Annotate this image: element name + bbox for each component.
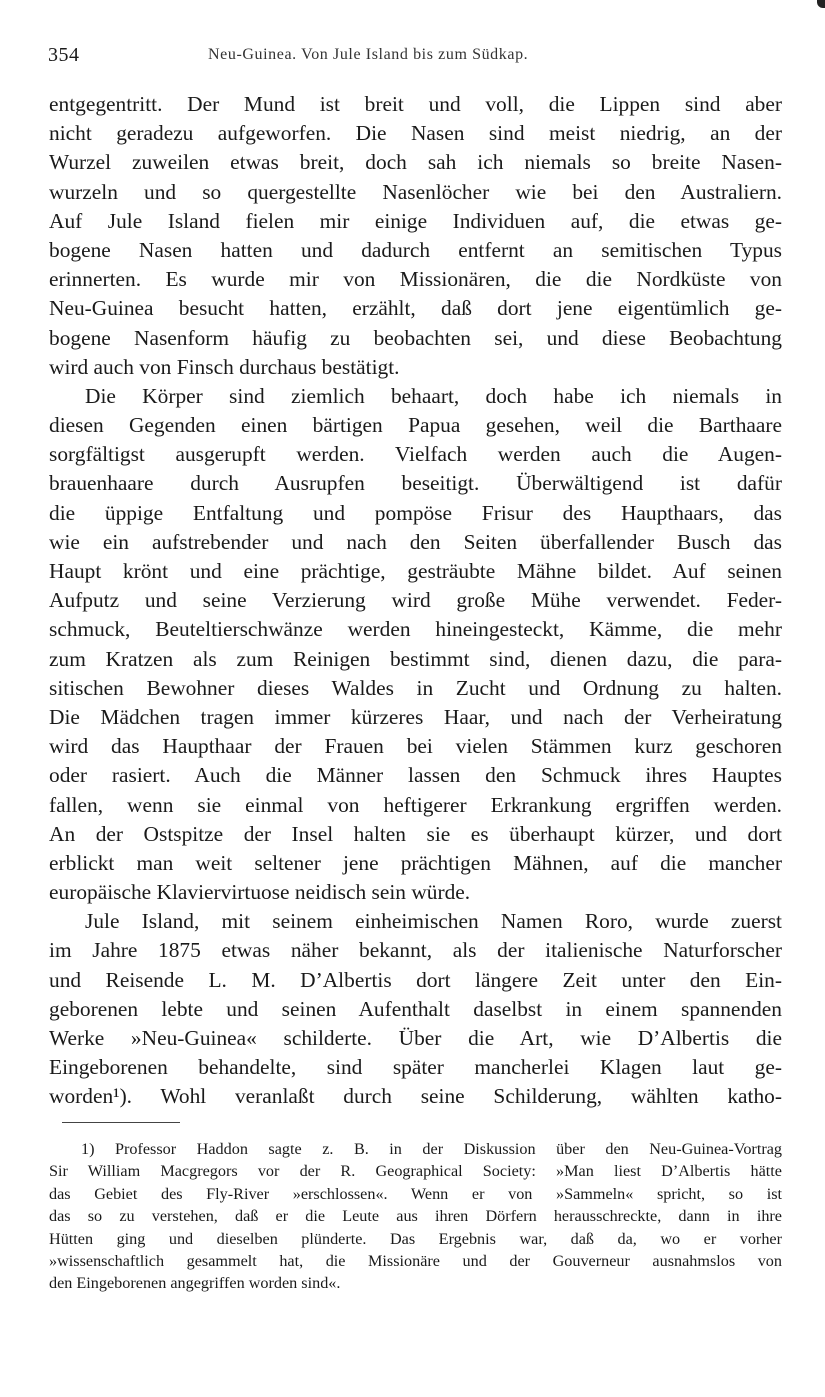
footnote-line: das Gebiet des Fly-River »erschlossen«. Wenn er von »Sammeln« spricht, so ist <box>49 1184 782 1203</box>
body-line: und Reisende L. M. D’Albertis dort längere Zeit unter den Ein- <box>49 967 782 992</box>
footnote-line: Hütten ging und dieselben plünderte. Das Ergebnis war, daß da, wo er vorher <box>49 1229 782 1248</box>
body-line: fallen, wenn sie einmal von heftigerer Erkrankung ergriffen werden. <box>49 792 782 817</box>
body-line: Die Körper sind ziemlich behaart, doch habe ich niemals in <box>85 383 782 408</box>
body-line: Wurzel zuweilen etwas breit, doch sah ich niemals so breite Nasen- <box>49 150 782 175</box>
body-line: diesen Gegenden einen bärtigen Papua gesehen, weil die Barthaare <box>49 413 782 438</box>
footnote-line: das so zu verstehen, daß er die Leute aus ihren Dörfern herausschreckte, dann in ihre <box>49 1207 782 1226</box>
body-line: erblickt man weit seltener jene prächtigen Mähnen, auf die mancher <box>49 850 782 875</box>
running-title: Neu-Guinea. Von Jule Island bis zum Südkap. <box>208 46 529 63</box>
body-line: im Jahre 1875 etwas näher bekannt, als der italienische Naturforscher <box>49 938 782 963</box>
page-number: 354 <box>48 44 80 66</box>
body-line: Die Mädchen tragen immer kürzeres Haar, und nach der Verheiratung <box>49 704 782 729</box>
body-line: Werke »Neu-Guinea« schilderte. Über die Art, wie D’Albertis die <box>49 1026 782 1050</box>
body-line: entgegentritt. Der Mund ist breit und voll, die Lippen sind aber <box>49 92 782 116</box>
footnotes <box>49 1138 782 1295</box>
body-line: worden¹). Wohl veranlaßt durch seine Schilderung, wählten katho- <box>49 1084 782 1109</box>
running-head <box>48 44 788 72</box>
body-line: wird auch von Finsch durchaus bestätigt. <box>49 354 400 379</box>
body-line: brauenhaare durch Ausrupfen beseitigt. Überwältigend ist dafür <box>49 471 782 496</box>
body-line: sorgfältigst ausgerupft werden. Vielfach werden auch die Augen- <box>49 442 782 467</box>
body-line: Auf Jule Island fielen mir einige Individuen auf, die etwas ge- <box>49 208 782 233</box>
body-line: Jule Island, mit seinem einheimischen Namen Roro, wurde zuerst <box>85 909 782 934</box>
body-line: sitischen Bewohner dieses Waldes in Zucht und Ordnung zu halten. <box>49 675 782 700</box>
body-line: die üppige Entfaltung und pompöse Frisur des Haupthaars, das <box>49 500 782 525</box>
body-line: Aufputz und seine Verzierung wird große Mühe verwendet. Feder- <box>49 588 782 613</box>
footnote-line: »wissenschaftlich gesammelt hat, die Missionäre und der Gouverneur ausnahmslos von <box>49 1251 782 1270</box>
body-line: bogene Nasen hatten und dadurch entfernt an semitischen Typus <box>49 237 782 262</box>
body-line: zum Kratzen als zum Reinigen bestimmt sind, dienen dazu, die para- <box>49 646 782 671</box>
body-line: Eingeborenen behandelte, sind später mancherlei Klagen laut ge- <box>49 1055 782 1080</box>
footnote-line: Sir William Macgregors vor der R. Geographical Society: »Man liest D’Albertis hätte <box>49 1162 782 1181</box>
body-line: geborenen lebte und seinen Aufenthalt daselbst in einem spannenden <box>49 996 782 1021</box>
footnote-line: den Eingeborenen angegriffen worden sind«. <box>49 1274 341 1293</box>
body-line: An der Ostspitze der Insel halten sie es überhaupt kürzer, und dort <box>49 821 782 846</box>
body-line: europäische Klaviervirtuose neidisch sein würde. <box>49 880 471 905</box>
body-line: oder rasiert. Auch die Männer lassen den Schmuck ihres Hauptes <box>49 763 782 788</box>
body-line: wurzeln und so quergestellte Nasenlöcher wie bei den Australiern. <box>49 179 782 204</box>
body-line: wird das Haupthaar der Frauen bei vielen Stämmen kurz geschoren <box>49 734 782 759</box>
body-line: bogene Nasenform häufig zu beobachten sei, und diese Beobachtung <box>49 325 782 350</box>
footnote-line: 1) Professor Haddon sagte z. B. in der Diskussion über den Neu-Guinea-Vortrag <box>81 1140 782 1158</box>
body-line: schmuck, Beuteltierschwänze werden hineingesteckt, Kämme, die mehr <box>49 617 782 642</box>
body-line: wie ein aufstrebender und nach den Seiten überfallender Busch das <box>49 529 782 554</box>
body-line: nicht geradezu aufgeworfen. Die Nasen sind meist niedrig, an der <box>49 121 782 146</box>
corner-mark <box>817 0 825 8</box>
body-line: Neu-Guinea besucht hatten, erzählt, daß dort jene eigentümlich ge- <box>49 296 782 321</box>
body-line: Haupt krönt und eine prächtige, gesträubte Mähne bildet. Auf seinen <box>49 559 782 583</box>
body-line: erinnerten. Es wurde mir von Missionären, die die Nordküste von <box>49 267 782 292</box>
body-text <box>49 90 782 1112</box>
footnote-divider <box>62 1122 180 1123</box>
